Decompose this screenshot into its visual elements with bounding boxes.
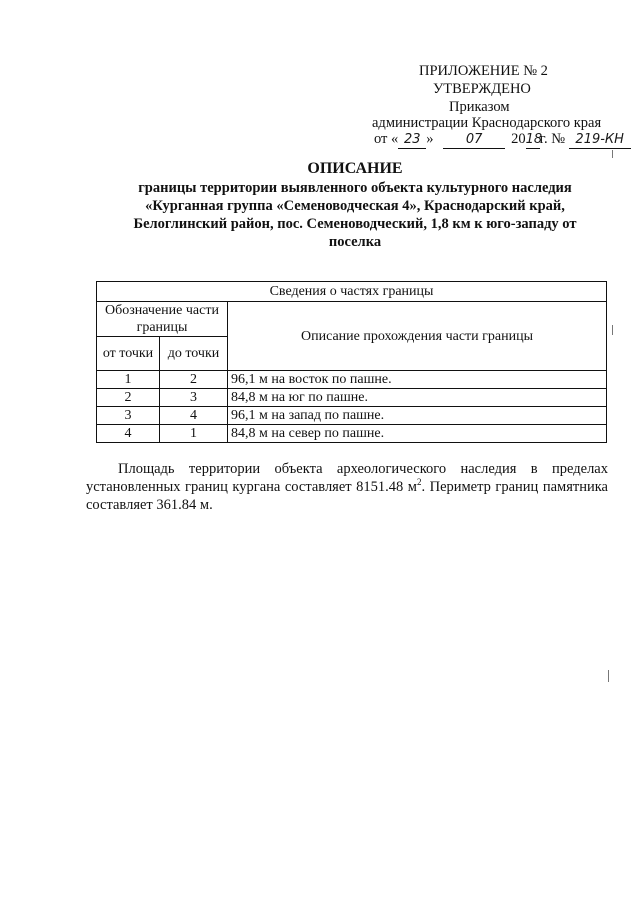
cell-to: 4 <box>160 407 228 425</box>
date-year-prefix: 20 <box>511 131 526 147</box>
header-description: Описание прохождения части границы <box>228 302 607 371</box>
table-row <box>97 407 607 425</box>
date-year-label: г. № <box>539 131 566 147</box>
cell-description: 84,8 м на север по пашне. <box>228 425 607 443</box>
cell-description: 84,8 м на юг по пашне. <box>228 389 607 407</box>
date-prefix: от « <box>374 131 399 147</box>
cell-from: 3 <box>97 407 160 425</box>
cell-from: 4 <box>97 425 160 443</box>
table-row <box>97 371 607 389</box>
area-paragraph <box>86 460 608 514</box>
order-number: 219-КН <box>569 132 631 149</box>
paragraph-text-before: Площадь территории объекта археологического наследия в пределах установленных границ кургана составляет 8151.48 м <box>86 461 608 495</box>
table-row <box>97 389 607 407</box>
header-to: до точки <box>160 337 228 371</box>
cell-to: 1 <box>160 425 228 443</box>
cell-from: 2 <box>97 389 160 407</box>
scan-mark <box>612 150 613 158</box>
title-line-1: границы территории выявленного объекта культурного наследия <box>138 180 572 196</box>
paragraph-text-after: . Периметр границ памятника составляет 361.84 м. <box>86 479 608 513</box>
cell-from: 1 <box>97 371 160 389</box>
order-label: Приказом <box>449 99 510 115</box>
order-date-line <box>374 130 631 149</box>
table-caption: Сведения о частях границы <box>97 282 607 302</box>
cell-to: 2 <box>160 371 228 389</box>
cell-description: 96,1 м на запад по пашне. <box>228 407 607 425</box>
paragraph-superscript: 2 <box>416 477 422 488</box>
approved-label: УТВЕРЖДЕНО <box>433 81 531 97</box>
header-from: от точки <box>97 337 160 371</box>
title-line-4: поселка <box>328 234 382 250</box>
cell-description: 96,1 м на восток по пашне. <box>228 371 607 389</box>
date-month: 07 <box>443 132 505 149</box>
title-heading: ОПИСАНИЕ <box>307 160 403 177</box>
date-mid: » <box>426 131 434 147</box>
title-line-3: Белоглинский район, пос. Семеноводческий, 1,8 км к юго-западу от <box>133 216 577 232</box>
header-designation: Обозначение части границы <box>97 302 228 337</box>
title-line-2: «Курганная группа «Семеноводческая 4», Краснодарский край, <box>145 198 565 214</box>
scan-mark <box>608 670 609 682</box>
cell-to: 3 <box>160 389 228 407</box>
administration-label: администрации Краснодарского края <box>372 115 602 131</box>
date-year-suffix: 18 <box>525 132 543 147</box>
table-row <box>97 425 607 443</box>
document-title <box>100 160 610 251</box>
boundary-table <box>96 281 607 443</box>
appendix-label: ПРИЛОЖЕНИЕ № 2 <box>419 63 548 79</box>
scan-mark <box>612 325 613 335</box>
date-day: 23 <box>398 132 426 149</box>
